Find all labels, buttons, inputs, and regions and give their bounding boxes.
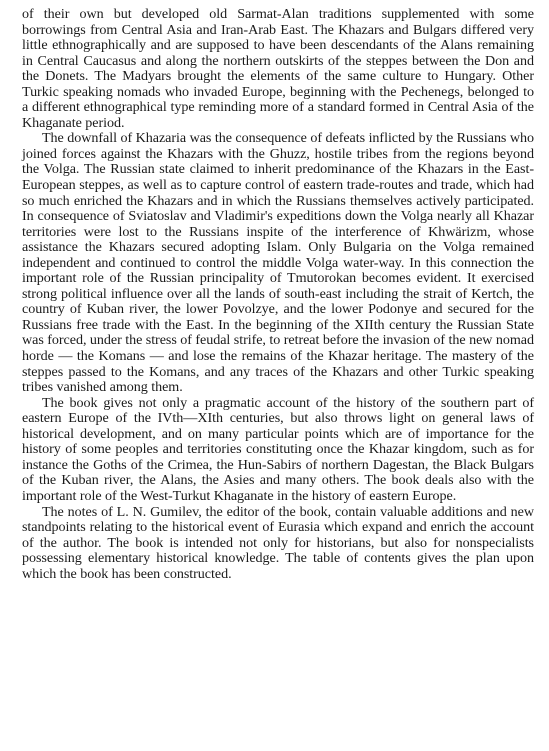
document-page [22, 7, 534, 582]
paragraph-2: The downfall of Khazaria was the consequence of defeats inflicted by the Russians who joined forces against the Khazars with the Ghuzz, hostile tribes from the regions beyond the Volga. The Russian state claimed to inherit predominance of the Khazars in the East-European steppes, as well as to capture control of eastern trade-routes and trade, which had so much enriched the Khazars and in which the Russians themselves actively participated. In consequence of Sviatoslav and Vladimir's expeditions down the Volga nearly all Khazar territories were lost to the Russians inspite of the interference of Khwärizm, whose assistance the Khazars secured adopting Islam. Only Bulgaria on the Volga remained independent and continued to control the middle Volga water-way. In this connection the important role of the Russian principality of Tmutorokan becomes evident. It exercised strong political influence over all the lands of south-east including the strait of Kertch, the country of Kuban river, the lower Povolzye, and the lower Podonye and secured for the Russians free trade with the East. In the beginning of the XIIth century the Russian State was forced, under the stress of feudal strife, to retreat before the invasion of the new nomad horde — the Komans — and lose the remains of the Khazar heritage. The mastery of the steppes passed to the Komans, and any traces of the Khazars and other Turkic speaking tribes vanished among them. [22, 130, 534, 396]
paragraph-1: of their own but developed old Sarmat-Alan traditions supplemented with some borrowings from Central Asia and Iran-Arab East. The Khazars and Bulgars differed very little ethnographically and are supposed to have been descendants of the Alans remaining in Central Caucasus and along the northern outskirts of the steppes between the Don and the Donets. The Madyars brought the elements of the same culture to Hungary. Other Turkic speaking nomads who invaded Europe, beginning with the Pechenegs, belonged to a different ethnographical type reminding more of a standard formed in Central Asia of the Khaganate period. [22, 6, 534, 131]
paragraph-4: The notes of L. N. Gumilev, the editor of the book, contain valuable additions and new standpoints relating to the historical event of Eurasia which expand and enrich the account of the author. The book is intended not only for historians, but also for nonspecialists possessing elementary historical knowledge. The table of contents gives the plan upon which the book has been constructed. [22, 503, 534, 582]
paragraph-3: The book gives not only a pragmatic account of the history of the southern part of eastern Europe of the IVth—XIth centuries, but also throws light on general laws of historical development, and on many particular points which are of importance for the history of some peoples and territories constituting once the Khazar kingdom, such as for instance the Goths of the Crimea, the Hun-Sabirs of northern Dagestan, the Black Bulgars of the Kuban river, the Alans, the Asies and many others. The book deals also with the important role of the West-Turkut Khaganate in the history of eastern Europe. [22, 394, 534, 504]
